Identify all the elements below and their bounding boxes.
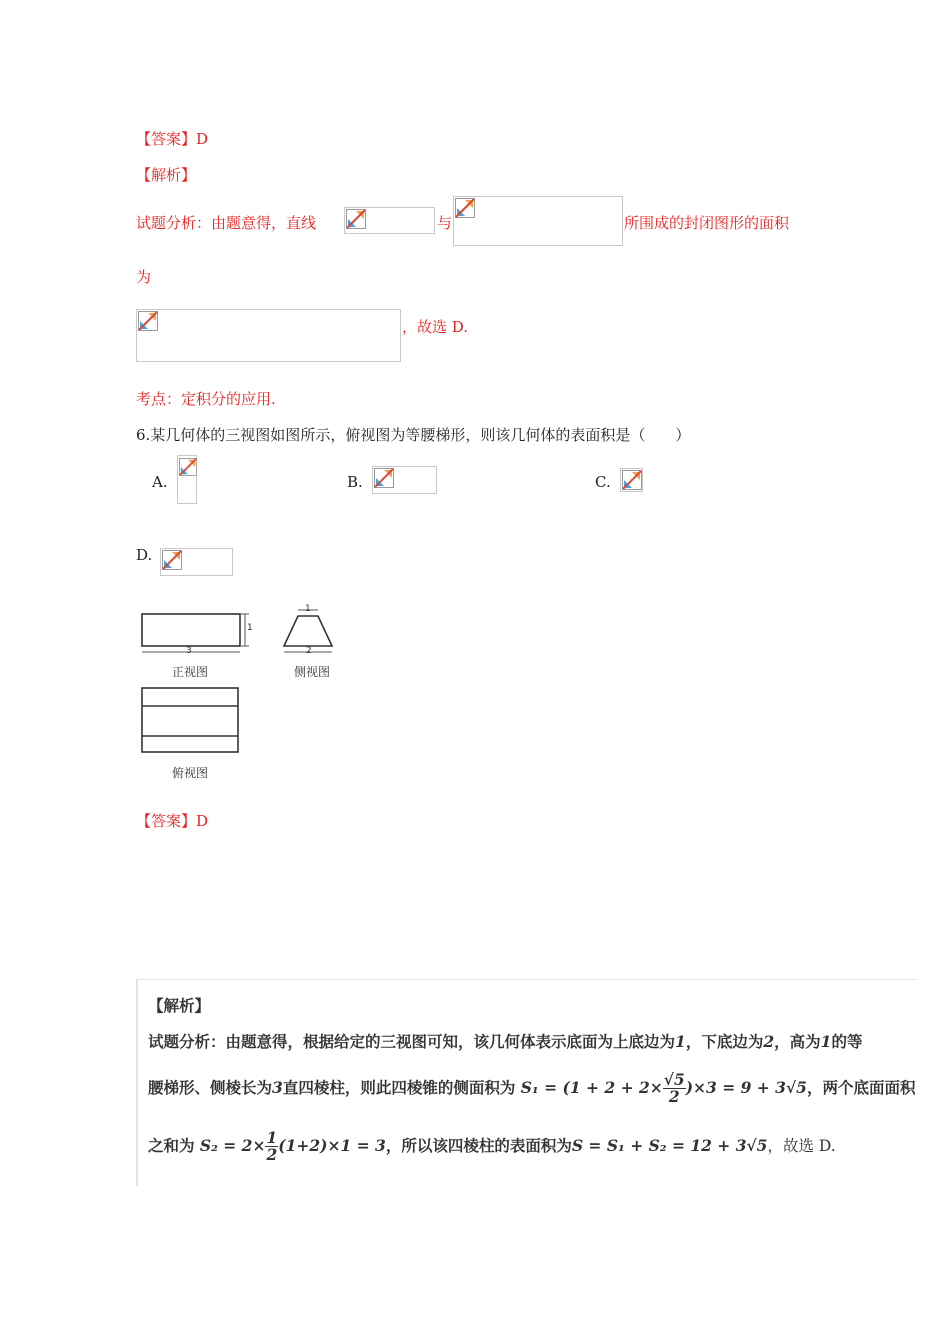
analysis-text-prefix: 试题分析：由题意得，直线 [136, 214, 317, 232]
analysis-label: 【解析】 [136, 166, 197, 184]
option-c-image [620, 468, 643, 492]
broken-image-icon [374, 468, 394, 488]
formula-image-line [344, 207, 435, 234]
analysis2-line2: 腰梯形、侧棱长为3直四棱柱，则此四棱锥的侧面积为 S₁ = (1 + 2 + 2× $\frac{√5}{2}$ )×3 = 9 + 3√5，两个底面面积 [148, 1070, 916, 1107]
answer-line [136, 128, 208, 149]
top-view-rect [142, 688, 238, 752]
three-view-figure [136, 604, 366, 784]
question-stem: 6.某几何体的三视图如图所示，俯视图为等腰梯形，则该几何体的表面积是（ ） [136, 426, 691, 444]
option-d-letter: D. [136, 546, 153, 564]
broken-image-icon [455, 198, 475, 218]
option-a-letter: A. [152, 473, 168, 491]
top-view-label: 俯视图 [172, 766, 209, 780]
dim-label-2: 2 [306, 646, 312, 656]
analysis-text-suffix: 所围成的封闭图形的面积 [624, 214, 790, 232]
front-view-rect [142, 614, 240, 646]
answer-value: D [196, 130, 209, 148]
dim-label-3: 3 [186, 646, 192, 656]
option-b-letter: B. [347, 473, 363, 491]
analysis2-label: 【解析】 [148, 997, 211, 1015]
option-c-letter: C. [595, 473, 611, 491]
front-view-label: 正视图 [172, 665, 209, 679]
answer2-label: 【答案】 [136, 812, 197, 830]
side-view-label: 侧视图 [294, 665, 331, 679]
scanned-analysis [136, 979, 918, 1186]
lateral-area-formula: S₁ = (1 + 2 + 2× $\frac{√5}{2}$ )×3 = 9 + 3√5 [520, 1070, 807, 1107]
analysis-text-choose: ，故选 D. [402, 318, 469, 336]
analysis2-line3: 之和为 S₂ = 2× $\frac{1}{2}$ (1+2)×1 = 3，所以该四棱柱的表面积为S = S₁ + S₂ = 12 + 3√5，故选 D. [148, 1128, 836, 1165]
option-d-image [160, 548, 233, 576]
dim-label-1: 1 [247, 623, 253, 633]
broken-image-icon [179, 457, 197, 477]
broken-image-icon [346, 209, 366, 229]
option-b-image [372, 466, 437, 494]
dim-label-top-1: 1 [305, 604, 311, 614]
base-area-formula: S₂ = 2× $\frac{1}{2}$ (1+2)×1 = 3 [199, 1128, 386, 1165]
kaodian-line: 考点：定积分的应用. [136, 390, 276, 408]
broken-image-icon [138, 311, 158, 331]
analysis-text-and: 与 [437, 214, 453, 232]
answer2-line [136, 810, 208, 831]
formula-image-integral [136, 309, 401, 362]
side-view-trapezoid [284, 616, 332, 646]
broken-image-icon [162, 550, 182, 570]
broken-image-icon [622, 470, 642, 490]
answer2-value: D [196, 812, 209, 830]
analysis-text-wei: 为 [136, 268, 152, 286]
formula-image-curve [453, 196, 623, 246]
surface-area-formula: S = S₁ + S₂ = 12 + 3√5 [571, 1135, 768, 1155]
analysis2-line1: 试题分析：由题意得，根据给定的三视图可知，该几何体表示底面为上底边为1，下底边为2，高为1的等 [148, 1032, 863, 1051]
answer-label: 【答案】 [136, 130, 197, 148]
option-a-image [177, 455, 197, 504]
